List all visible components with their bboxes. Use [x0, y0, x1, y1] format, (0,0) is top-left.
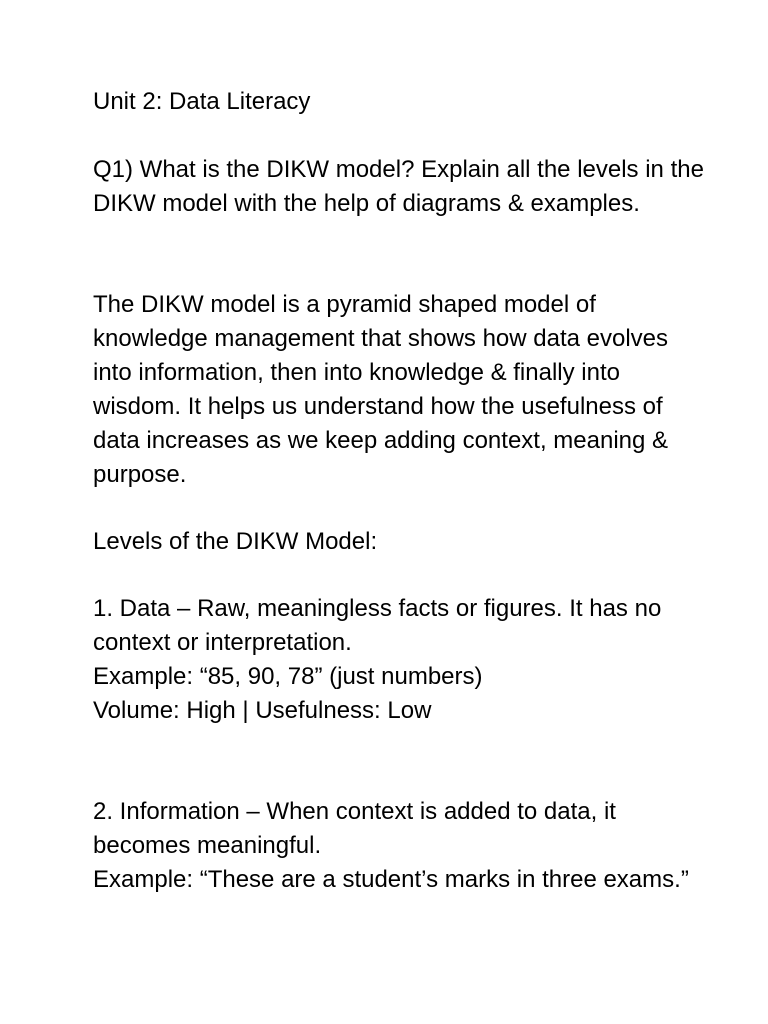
level-information-example: Example: “These are a student’s marks in three exams.” [93, 866, 689, 893]
level-data-example: Example: “85, 90, 78” (just numbers) [93, 663, 483, 690]
level-information-description: 2. Information – When context is added to data, it becomes meaningful. [93, 798, 616, 859]
intro-paragraph: The DIKW model is a pyramid shaped model of knowledge management that shows how data evolves into information, then into knowledge & finally into wisdom. It helps us understand how the usefulness of data increases as we keep adding context, meaning & purpose. [93, 291, 669, 488]
levels-title: Levels of the DIKW Model: [93, 528, 378, 555]
level-data-volume: Volume: High | Usefulness: Low [93, 697, 432, 724]
document-heading: Unit 2: Data Literacy [93, 88, 311, 115]
level-data-description: 1. Data – Raw, meaningless facts or figures. It has no context or interpretation. [93, 595, 662, 656]
question-text: Q1) What is the DIKW model? Explain all the levels in the DIKW model with the help of diagrams & examples. [93, 156, 704, 217]
